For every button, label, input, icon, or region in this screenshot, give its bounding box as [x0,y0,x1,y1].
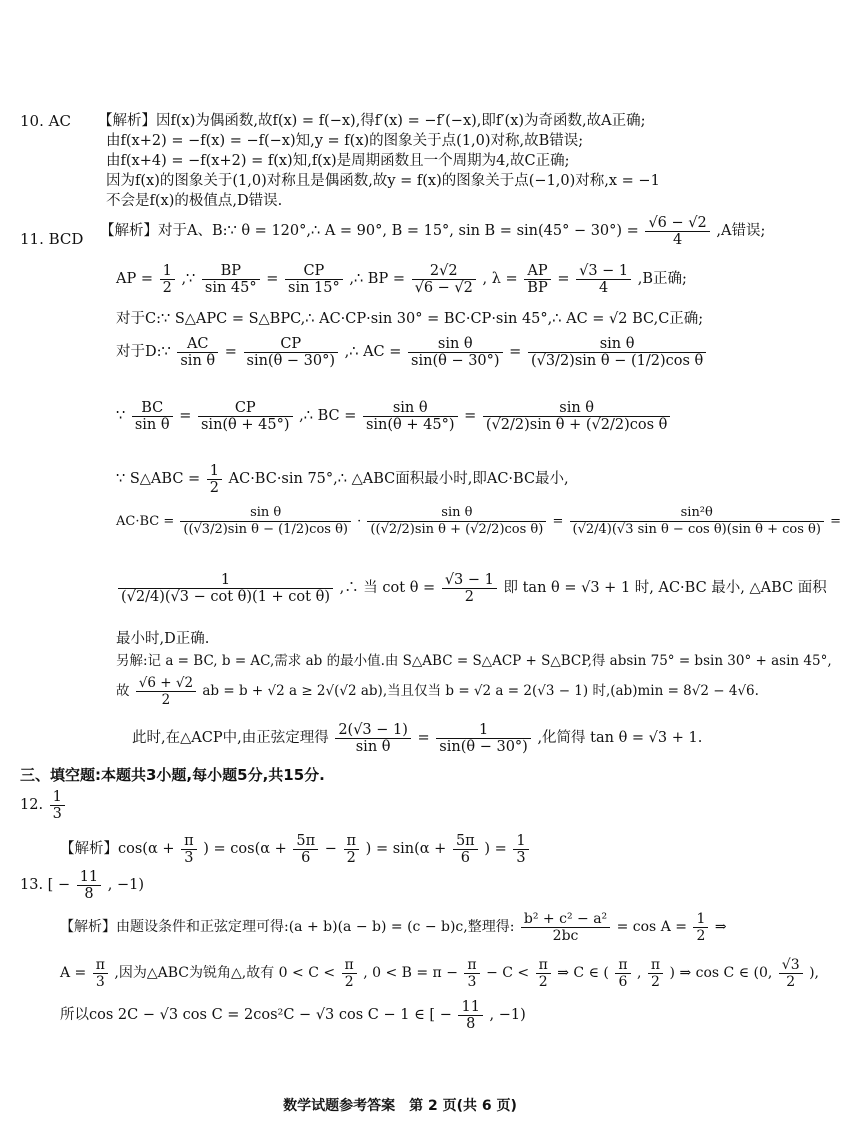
denominator: 2 [538,973,548,990]
q11-line-12 [132,718,702,758]
text: ,∴ BP = [349,271,405,287]
numerator: 1 [513,833,528,850]
text: ) = sin(α + [365,841,447,857]
denominator: 2 [696,927,706,944]
numerator: π [648,957,663,974]
text: = cos A = [616,919,687,935]
fraction [118,572,333,605]
q11-line-1 [100,214,765,248]
denominator: (√2/4)(√3 − cot θ)(1 + cot θ) [121,588,330,605]
q10-line-4: 因为f(x)的图象关于(1,0)对称且是偶函数,故y = f(x)的图象关于点(−1,0)对称,x = −1 [106,173,660,189]
q11-line-10: 另解:记 a = BC, b = AC,需求 ab 的最小值.由 S△ABC = S△ACP + S△BCP,得 absin 75° = bsin 30° + asin 45°, [116,653,832,669]
text: ,∴ 当 cot θ = [339,580,436,596]
q11-line-9: 最小时,D正确. [116,631,210,647]
denominator: 2 [209,479,220,496]
fraction [50,789,65,822]
text: 即 tan θ = √3 + 1 时, AC·BC 最小, △ABC 面积 [503,580,827,596]
fraction [436,722,531,755]
q11-line-11 [116,672,759,710]
page-footer: 数学试题参考答案 第 2 页(共 6 页) [283,1098,517,1114]
numerator: CP [198,400,293,417]
text: AC·BC = [116,514,175,529]
fraction [342,957,357,990]
denominator: sin 45° [204,279,257,296]
numerator: sin θ [528,336,706,353]
fraction [344,833,360,866]
denominator: BP [527,279,548,296]
numerator: sin²θ [570,505,824,522]
numerator: π [464,957,479,974]
numerator: sin θ [180,505,351,522]
numerator: √3 [779,957,803,974]
numerator: CP [244,336,339,353]
denominator: ((√3/2)sin θ − (1/2)cos θ) [183,522,348,537]
denominator: 2 [786,973,796,990]
text: 对于D:∵ [116,344,171,360]
numerator: 1 [207,463,222,480]
fraction [160,263,175,296]
text: 【解析】cos(α + [60,841,175,857]
q11-line-8 [116,566,827,610]
q10-number: 10. AC [20,112,71,130]
q11-l1-text-a: 【解析】对于A、B:∵ θ = 120°,∴ A = 90°, B = 15°, sin B = sin(45° − 30°) = [100,223,639,239]
q11-line-7 [116,500,841,544]
numerator: 1 [436,722,531,739]
q11-l1-text-b: ,A错误; [716,223,766,239]
text: ∵ S△ABC = [116,471,201,487]
numerator: √3 − 1 [442,572,497,589]
numerator: sin θ [363,400,458,417]
denominator: sin(θ + 45°) [200,416,290,433]
text: = [224,344,237,360]
numerator: √3 − 1 [576,263,631,280]
q10-line-2: 由f(x+2) = −f(x) = −f(−x)知,y = f(x)的图象关于点(1,0)对称,故B错误; [106,133,584,149]
denominator: 2 [651,973,660,990]
denominator: 2 [161,692,171,708]
text: = [557,271,570,287]
q11-line-5 [116,396,672,436]
q13-analysis-line-3 [60,996,526,1034]
fraction [207,463,222,496]
denominator: 8 [466,1015,476,1032]
text: , [636,965,642,981]
text: = [266,271,279,287]
numerator: BC [132,400,173,417]
denominator: (√2/4)(√3 sin θ − cos θ)(sin θ + cos θ) [572,522,821,537]
text: ⇒ [714,919,727,935]
text: [ − [47,877,71,893]
fraction [367,505,546,538]
numerator: BP [202,263,260,280]
numerator: 11 [458,999,482,1016]
numerator: 5π [453,833,478,850]
section-heading: 三、填空题:本题共3小题,每小题5分,共15分. [20,766,325,784]
denominator: 2 [344,973,354,990]
denominator: 6 [618,973,628,990]
fraction [524,263,550,296]
q13-analysis-line-1 [60,908,727,946]
fraction [180,505,351,538]
denominator: 2 [464,588,474,605]
fraction [442,572,497,605]
text: ,因为△ABC为锐角△,故有 0 < C < [114,965,336,981]
denominator: sin(θ − 30°) [246,352,336,369]
denominator: sin θ [355,738,391,755]
fraction [576,263,631,296]
numerator: AC [177,336,218,353]
denominator: 6 [460,849,470,866]
denominator: 8 [84,885,94,902]
fraction [615,957,630,990]
fraction [536,957,551,990]
text: · [357,514,362,529]
fraction [408,336,503,369]
text: , 0 < B = π − [363,965,458,981]
numerator: √6 − √2 [645,215,709,232]
denominator: √6 − √2 [414,279,473,296]
text: = [552,514,564,529]
denominator: 2 [162,279,172,296]
fraction [363,400,458,433]
fraction [198,400,293,433]
numerator: AP [524,263,550,280]
text: = [417,730,430,746]
q10-line-1: 【解析】因f(x)为偶函数,故f(x) = f(−x),得f′(x) = −f′(−x),即f′(x)为奇函数,故A正确; [98,113,646,129]
fraction [513,833,528,866]
denominator: sin(θ − 30°) [439,738,528,755]
text: ), [809,965,819,981]
fraction [779,957,803,990]
text: ) = [484,841,507,857]
denominator: 2 [346,849,356,866]
numerator: b² + c² − a² [521,911,610,928]
text: − [324,841,337,857]
text: 此时,在△ACP中,由正弦定理得 [132,730,329,746]
q10-line-5: 不会是f(x)的极值点,D错误. [106,193,283,209]
fraction [412,263,476,296]
text: AP = [116,271,153,287]
fraction [458,999,482,1032]
denominator: 2bc [552,927,579,944]
text: ⇒ C ∈ ( [557,965,609,981]
denominator: sin 15° [288,279,340,296]
denominator: 4 [599,279,609,296]
numerator: sin θ [483,400,671,417]
text: = [179,408,192,424]
q13-number: 13. [20,877,44,893]
fraction [136,675,196,708]
numerator: √6 + √2 [136,675,196,692]
fraction [244,336,339,369]
q12-analysis [60,830,531,868]
fraction [570,505,824,538]
denominator: 4 [672,231,683,248]
fraction [528,336,706,369]
text: , λ = [482,271,518,287]
text: 所以cos 2C − √3 cos C = 2cos²C − √3 cos C − 1 ∈ [ − [60,1007,452,1023]
text: = [509,344,522,360]
text: ,∴ BC = [299,408,357,424]
text: ,∴ AC = [344,344,402,360]
q13-answer [20,866,144,904]
numerator: π [342,957,357,974]
numerator: π [344,833,360,850]
text: ) ⇒ cos C ∈ (0, [669,965,773,981]
text: ∵ [116,408,126,424]
numerator: sin θ [367,505,546,522]
fraction [77,869,101,902]
text: ,化简得 tan θ = √3 + 1. [537,730,703,746]
denominator: 3 [95,973,105,990]
q11-line-2 [116,262,687,296]
fraction [335,722,411,755]
fraction [93,957,108,990]
denominator: (√2/2)sin θ + (√2/2)cos θ [485,416,668,433]
fraction [483,400,671,433]
text: − C < [486,965,530,981]
denominator: sin θ [180,352,216,369]
q10-line-3: 由f(x+4) = −f(x+2) = f(x)知,f(x)是周期函数且一个周期为4,故C正确; [106,153,570,169]
text: AC·BC·sin 75°,∴ △ABC面积最小时,即AC·BC最小, [228,471,569,487]
denominator: 3 [52,805,62,822]
q13-analysis-line-2 [60,954,819,992]
text: 【解析】由题设条件和正弦定理可得:(a + b)(a − b) = (c − b)c,整理得: [60,919,515,935]
denominator: sin θ [134,416,170,433]
denominator: sin(θ + 45°) [365,416,455,433]
fraction [202,263,260,296]
fraction [648,957,663,990]
denominator: 3 [184,849,194,866]
fraction [464,957,479,990]
text: ab = b + √2 a ≥ 2√(√2 ab),当且仅当 b = √2 a = 2(√3 − 1) 时,(ab)min = 8√2 − 4√6. [202,683,759,699]
numerator: π [181,833,197,850]
q11-line-6 [116,462,569,496]
q11-line-3: 对于C:∵ S△APC = S△BPC,∴ AC·CP·sin 30° = BC·CP·sin 45°,∴ AC = √2 BC,C正确; [116,311,704,327]
text: ,B正确; [637,271,687,287]
fraction [181,833,197,866]
fraction [285,263,343,296]
q11-number: 11. BCD [20,230,84,248]
numerator: π [536,957,551,974]
numerator: π [93,957,108,974]
fraction [521,911,610,944]
text: , −1) [489,1007,526,1023]
q12-number: 12. [20,797,44,813]
q11-line-4 [116,332,708,372]
numerator: π [615,957,630,974]
numerator: 11 [77,869,101,886]
text: = [830,514,841,529]
fraction [453,833,478,866]
text: A = [60,965,87,981]
q11-l1-fraction [645,215,709,248]
denominator: 3 [467,973,477,990]
text: ,∵ [181,271,196,287]
numerator: CP [285,263,343,280]
q12-answer [20,786,67,824]
denominator: 3 [516,849,526,866]
fraction [693,911,708,944]
denominator: sin(θ − 30°) [411,352,500,369]
numerator: 1 [118,572,333,589]
numerator: sin θ [408,336,503,353]
fraction [177,336,218,369]
numerator: 1 [693,911,708,928]
fraction [132,400,173,433]
text: = [464,408,477,424]
numerator: 5π [293,833,318,850]
numerator: 2(√3 − 1) [335,722,411,739]
text: ) = cos(α + [203,841,287,857]
numerator: 1 [50,789,65,806]
denominator: 6 [301,849,311,866]
numerator: 2√2 [412,263,476,280]
denominator: (√3/2)sin θ − (1/2)cos θ [530,352,704,369]
text: , −1) [107,877,145,893]
fraction [293,833,318,866]
numerator: 1 [160,263,175,280]
denominator: ((√2/2)sin θ + (√2/2)cos θ) [370,522,544,537]
text: 故 [116,683,130,699]
